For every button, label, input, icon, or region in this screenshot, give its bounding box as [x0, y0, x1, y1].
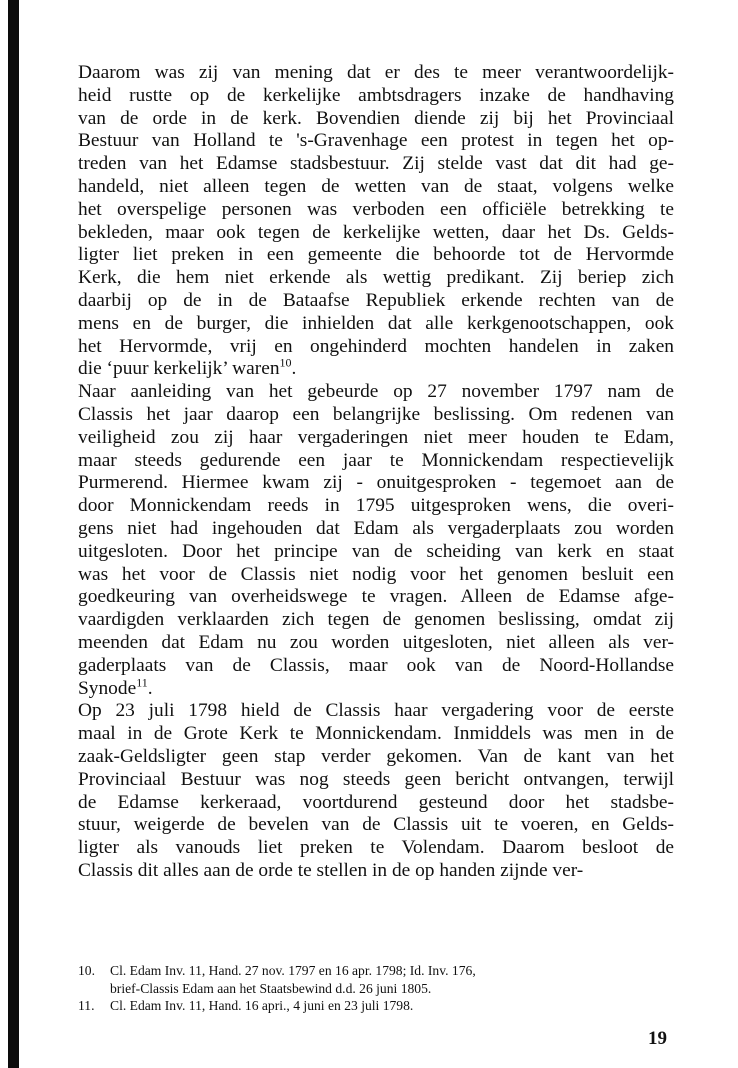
footnote-line: Cl. Edam Inv. 11, Hand. 27 nov. 1797 en 16 apr. 1798; Id. Inv. 176,: [110, 963, 476, 978]
paragraph: [78, 62, 674, 381]
text-line: het Hervormde, vrij en ongehinderd mochten handelen in zaken: [78, 335, 674, 357]
text-line: de Edamse kerkeraad, voortdurend gesteund door het stadsbe-: [78, 791, 674, 813]
text-line: Op 23 juli 1798 hield de Classis haar vergadering voor de eerste: [78, 700, 674, 722]
text-line: Purmerend. Hiermee kwam zij - onuitgesproken - tegemoet aan de: [78, 472, 674, 494]
text-line: uitgesloten. Door het principe van de scheiding van kerk en staat: [78, 540, 674, 562]
text-line: maar steeds gedurende een jaar te Monnickendam respectievelijk: [78, 449, 674, 471]
footnote-text: [110, 962, 678, 997]
paragraph: [78, 700, 674, 882]
text-line-content: Synode: [78, 677, 137, 699]
text-line: gaderplaats van de Classis, maar ook van de Noord-Hollandse: [78, 654, 674, 676]
footnote-number: 10.: [78, 963, 95, 978]
text-line: handeld, niet alleen tegen de wetten van de staat, volgens welke: [78, 175, 674, 197]
text-line: [78, 355, 674, 381]
text-line-content: die ‘puur kerkelijk’ waren: [78, 358, 280, 380]
text-line: Daarom was zij van mening dat er des te meer verantwoordelijk-: [78, 62, 674, 83]
text-line: vaardigden verklaarden zich tegen de genomen beslissing, omdat zij: [78, 609, 674, 631]
footnote: [78, 997, 678, 1015]
text-line: gens niet had ingehouden dat Edam als vergaderplaats zou worden: [78, 517, 674, 539]
text-line: Kerk, die hem niet erkende als wettig predikant. Zij beriep zich: [78, 267, 674, 289]
footnotes: [78, 962, 678, 1015]
text-line: goedkeuring van overheidswege te vragen. Alleen de Edamse afge-: [78, 586, 674, 608]
text-line: het overspelige personen was verboden een officiële betrekking te: [78, 198, 674, 220]
text-line: van de orde in de kerk. Bovendien diende zij bij het Provinciaal: [78, 107, 674, 129]
text-line: maal in de Grote Kerk te Monnickendam. Inmiddels was men in de: [78, 723, 674, 745]
footnote-line: brief-Classis Edam aan het Staatsbewind d.d. 26 juni 1805.: [110, 980, 432, 996]
text-line: Naar aanleiding van het gebeurde op 27 november 1797 nam de: [78, 381, 674, 403]
footnote-reference[interactable]: 10: [279, 355, 292, 370]
text-line: zaak-Geldsligter geen stap verder gekomen. Van de kant van het: [78, 745, 674, 767]
paragraph: [78, 381, 674, 700]
footnote-text: [110, 997, 678, 1015]
text-line: Bestuur van Holland te 's-Gravenhage een protest in tegen het op-: [78, 130, 674, 152]
page-number: 19: [648, 1028, 667, 1049]
text-line: daarbij op de in de Bataafse Republiek erkende rechten van de: [78, 289, 674, 311]
text-line: door Monnickendam reeds in 1795 uitgesproken wens, die overi-: [78, 495, 674, 517]
text-line: meenden dat Edam nu zou worden uitgesloten, niet alleen als ver-: [78, 631, 674, 653]
punctuation: .: [147, 677, 153, 699]
footnote-line: Cl. Edam Inv. 11, Hand. 16 apri., 4 juni en 23 juli 1798.: [110, 998, 414, 1014]
punctuation: .: [291, 358, 297, 380]
footnote-reference[interactable]: 11: [136, 675, 148, 690]
text-line: Classis dit alles aan de orde te stellen in de op handen zijnde ver-: [78, 859, 584, 881]
footnote: [78, 962, 678, 997]
footnote-number: 11.: [78, 998, 95, 1014]
text-line: treden van het Edamse stadsbestuur. Zij stelde vast dat dit had ge-: [78, 153, 674, 175]
text-line: [78, 675, 674, 701]
text-line: Classis het jaar daarop een belangrijke beslissing. Om redenen van: [78, 403, 674, 425]
text-line: bekleden, maar ook tegen de kerkelijke wetten, daar het Ds. Gelds-: [78, 221, 674, 243]
text-line: Provinciaal Bestuur was nog steeds geen bericht ontvangen, terwijl: [78, 768, 674, 790]
text-line: ligter als vanouds liet preken te Volendam. Daarom besloot de: [78, 837, 674, 859]
text-line: mens en de burger, die inhielden dat alle kerkgenootschappen, ook: [78, 312, 674, 334]
page-edge-bar: [8, 0, 19, 1068]
text-line: ligter liet preken in een gemeente die behoorde tot de Hervormde: [78, 244, 674, 266]
text-line: heid rustte op de kerkelijke ambtsdragers inzake de handhaving: [78, 84, 674, 106]
text-line: veiligheid zou zij haar vergaderingen niet meer houden te Edam,: [78, 426, 674, 448]
text-line: stuur, weigerde de bevelen van de Classis uit te voeren, en Gelds-: [78, 814, 674, 836]
body-text: [78, 62, 674, 883]
text-line: was het voor de Classis niet nodig voor het genomen besluit een: [78, 563, 674, 585]
